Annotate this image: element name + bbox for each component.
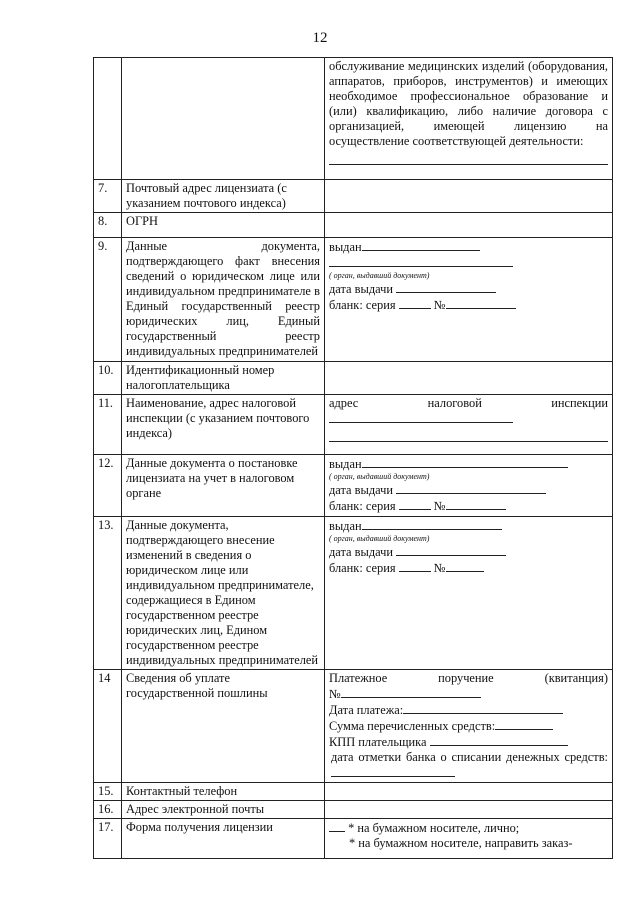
issuer-input[interactable] [362, 239, 480, 251]
table-row [94, 819, 613, 859]
number-input[interactable] [446, 560, 484, 572]
answer-line[interactable] [329, 152, 608, 165]
series-input[interactable] [399, 498, 431, 510]
row-value [325, 58, 613, 180]
row-value [325, 238, 613, 362]
blank-series-label: бланк: серия [329, 499, 396, 513]
payment-date-input[interactable] [403, 702, 563, 714]
continuation-text: обслуживание медицинских изделий (оборудования, аппаратов, приборов, инструментов) и имеющих необходимое профессиональное образование и (или) квалификацию, либо наличие договора с организацией, имеющей лицензию на осуществление соответствующей деятельности: [329, 59, 608, 148]
row-value [325, 455, 613, 517]
tax-inspection-label2: инспекции [551, 396, 608, 410]
number-sign: № [329, 687, 341, 701]
kpp-input[interactable] [430, 734, 568, 746]
bank-mark-label: дата отметки банка о списании денежных средств: [331, 750, 608, 764]
row-value [325, 670, 613, 783]
amount-input[interactable] [495, 718, 553, 730]
table-row [94, 180, 613, 213]
amount-label: Сумма перечисленных средств: [329, 719, 496, 733]
table-row [94, 58, 613, 180]
payment-date-label: Дата платежа: [329, 703, 404, 717]
row-label: Данные документа о постановке лицензиата на учет в налоговом органе [122, 455, 325, 517]
table-row [94, 801, 613, 819]
series-input[interactable] [399, 560, 431, 572]
kpp-label: КПП плательщика [329, 735, 427, 749]
issued-label: выдан [329, 519, 362, 533]
issuer-input[interactable] [362, 518, 502, 530]
row-number: 8. [94, 213, 122, 238]
table-row [94, 395, 613, 455]
issue-date-input[interactable] [396, 544, 506, 556]
row-label: Данные документа, подтверждающего внесение изменений в сведения о юридическом лице или индивидуальном предпринимателе, содержащиеся в Едином государственном реестре юридических лиц, Едином государственном реестре индивидуальных предпринимателей [122, 517, 325, 670]
page-number: 12 [312, 30, 328, 46]
issue-date-label: дата выдачи [329, 282, 393, 296]
row-number: 15. [94, 783, 122, 801]
row-value [325, 819, 613, 859]
bank-mark-input[interactable] [331, 765, 455, 777]
row-number: 10. [94, 362, 122, 395]
row-label [122, 58, 325, 180]
row-value [325, 517, 613, 670]
row-number: 11. [94, 395, 122, 455]
row-label: Идентификационный номер налогоплательщика [122, 362, 325, 395]
tax-address-input-line2[interactable] [329, 429, 608, 442]
table-row [94, 517, 613, 670]
issuer-input[interactable] [362, 456, 568, 468]
table-row [94, 783, 613, 801]
ogrn-field[interactable] [325, 213, 613, 238]
row-value [325, 395, 613, 455]
issue-date-input[interactable] [396, 482, 546, 494]
issue-date-input[interactable] [396, 281, 496, 293]
row-number: 17. [94, 819, 122, 859]
row-number: 9. [94, 238, 122, 362]
row-number: 12. [94, 455, 122, 517]
row-number: 7. [94, 180, 122, 213]
license-application-table [93, 57, 613, 859]
payment-order-label2: поручение [438, 671, 494, 685]
payment-order-label: Платежное [329, 671, 388, 685]
payment-number-input[interactable] [341, 686, 481, 698]
row-label: Почтовый адрес лицензиата (с указанием почтового индекса) [122, 180, 325, 213]
blank-series-label: бланк: серия [329, 561, 396, 575]
row-label: Адрес электронной почты [122, 801, 325, 819]
row-label: Данные документа, подтверждающего факт внесения сведений о юридическом лице или индивидуальном предпринимателе в Единый государственный реестр юридических лиц, Единый государственный реестр индивидуальных предпринимателей [122, 238, 325, 362]
number-input[interactable] [446, 498, 506, 510]
tax-address-label: адрес [329, 396, 359, 410]
issuer-caption: ( орган, выдавший документ) [329, 472, 430, 481]
table-row [94, 213, 613, 238]
table-row [94, 362, 613, 395]
receipt-label: (квитанция) [544, 671, 608, 685]
issued-label: выдан [329, 240, 362, 254]
issuer-caption: ( орган, выдавший документ) [329, 271, 430, 280]
row-number: 16. [94, 801, 122, 819]
issue-date-label: дата выдачи [329, 545, 393, 559]
issuer-input-line2[interactable] [329, 255, 513, 267]
issuer-caption: ( орган, выдавший документ) [329, 534, 430, 543]
row-label: Форма получения лицензии [122, 819, 325, 859]
row-label: Наименование, адрес налоговой инспекции (с указанием почтового индекса) [122, 395, 325, 455]
number-sign: № [433, 298, 446, 312]
phone-field[interactable] [325, 783, 613, 801]
issued-label: выдан [329, 457, 362, 471]
row-label: Сведения об уплате государственной пошлины [122, 670, 325, 783]
table-row [94, 238, 613, 362]
postal-address-field[interactable] [325, 180, 613, 213]
row-label: ОГРН [122, 213, 325, 238]
option-paper-personal-label: * на бумажном носителе, лично; [348, 821, 520, 835]
number-sign: № [433, 561, 446, 575]
tax-inspection-label: налоговой [427, 396, 482, 410]
number-sign: № [433, 499, 446, 513]
row-number [94, 58, 122, 180]
issue-date-label: дата выдачи [329, 483, 393, 497]
row-label: Контактный телефон [122, 783, 325, 801]
row-number: 13. [94, 517, 122, 670]
number-input[interactable] [446, 297, 516, 309]
option-paper-mail-label: * на бумажном носителе, направить заказ- [349, 836, 573, 850]
row-number: 14 [94, 670, 122, 783]
table-row [94, 455, 613, 517]
series-input[interactable] [399, 297, 431, 309]
option-paper-personal-checkbox[interactable] [329, 820, 345, 832]
email-field[interactable] [325, 801, 613, 819]
tax-address-input[interactable] [329, 411, 513, 423]
inn-field[interactable] [325, 362, 613, 395]
table-row [94, 670, 613, 783]
blank-series-label: бланк: серия [329, 298, 396, 312]
